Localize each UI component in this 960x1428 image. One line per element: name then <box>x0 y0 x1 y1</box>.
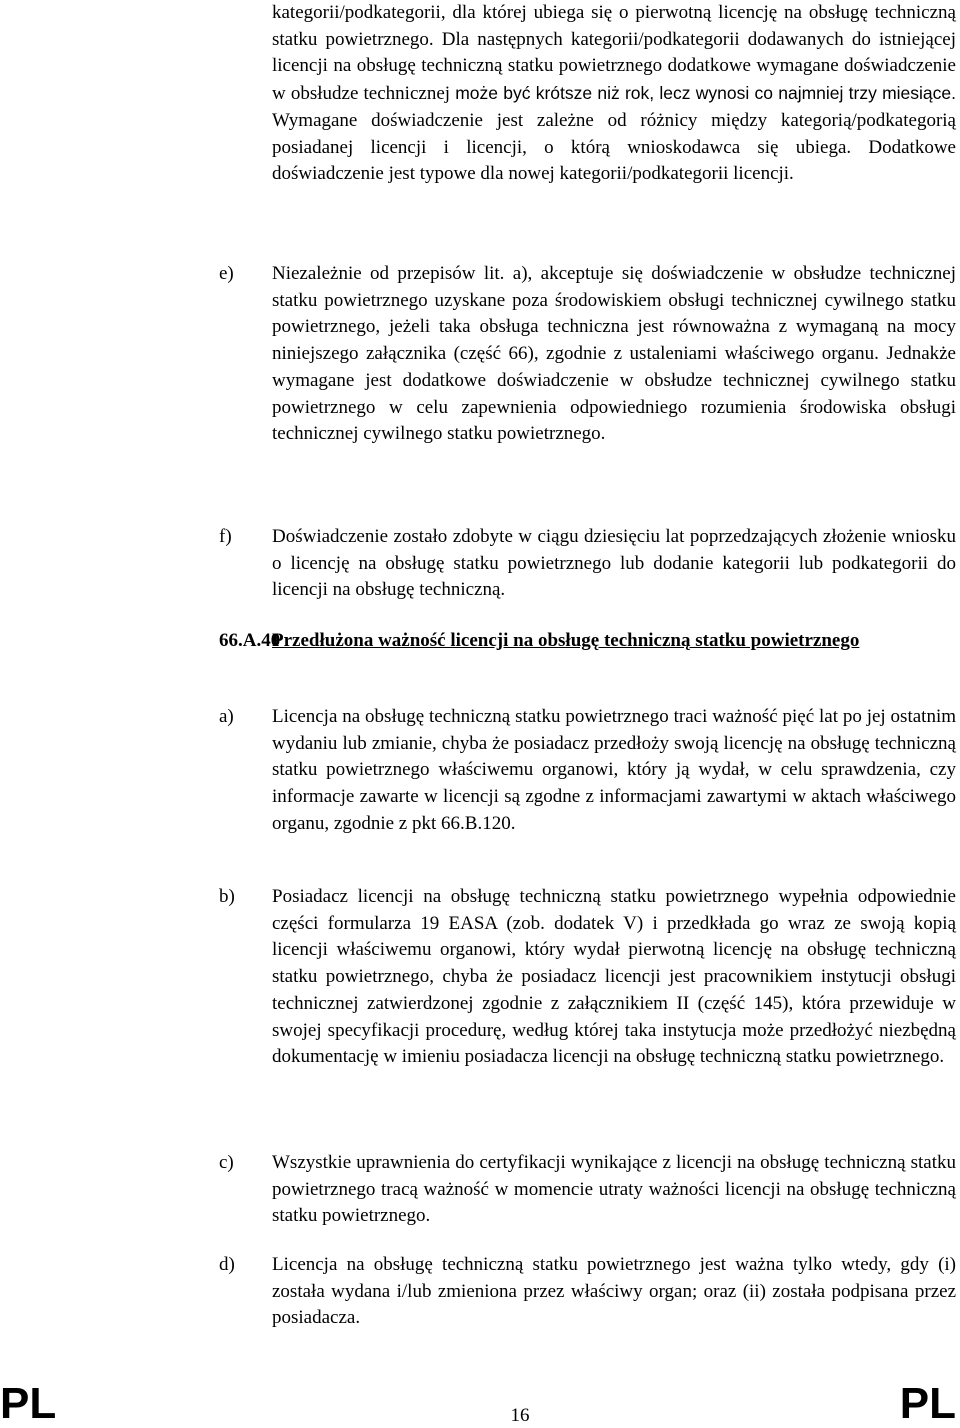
continuation-text-3: Wymagane doświadczenie jest zależne od różnicy między kategorią/podkategorią posiadanej licencji i licencji, o którą wnioskodawca się ubiega. Dodatkowe doświadczenie jest typowe dla nowej kategorii/podkategorii licencji. <box>272 109 956 185</box>
list-item-label: d) <box>219 1254 235 1275</box>
list-item-label: a) <box>219 706 234 727</box>
section-title: Przedłużona ważność licencji na obsługę techniczną statku powietrznego <box>272 630 860 651</box>
footer-language-code-left: PL <box>0 1379 57 1428</box>
list-item-label: b) <box>219 886 235 907</box>
list-item-text: Doświadczenie zostało zdobyte w ciągu dziesięciu lat poprzedzających złożenie wniosku o licencję na obsługę statku powietrznego lub dodanie kategorii lub podkategorii do licencji na obsługę techniczną. <box>272 526 956 601</box>
list-item-label: f) <box>219 526 232 547</box>
continuation-text-1: kategorii/podkategorii, dla której ubiega się o pierwotną licencję na obsługę techniczną statku powietrznego. Dla następnych kategorii/podkategorii dodawanych do istniejącej licencji na obsługę techniczną statku powietrznego dodatkowe wymagane doświadczenie w obsłudze technicznej <box>272 2 956 105</box>
footer-language-code-right: PL <box>899 1379 956 1428</box>
list-item-label: c) <box>219 1152 234 1173</box>
list-item-text: Licencja na obsługę techniczną statku powietrznego jest ważna tylko wtedy, gdy (i) została wydana i/lub zmieniona przez właściwy organ; oraz (ii) została podpisana przez posiadacza. <box>272 1254 956 1329</box>
page-number: 16 <box>510 1405 530 1426</box>
list-item-text: Niezależnie od przepisów lit. a), akceptuje się doświadczenie w obsłudze technicznej statku powietrznego uzyskane poza środowiskiem obsługi technicznej cywilnego statku powietrznego, jeżeli taka obsługa techniczna jest równoważna z wymaganą na mocy niniejszego załącznika (część 66), zgodnie z ustaleniami właściwego organu. Jednakże wymagane jest dodatkowe doświadczenie w obsłudze technicznej cywilnego statku powietrznego w celu zapewnienia odpowiedniego rozumienia środowiska obsługi technicznej cywilnego statku powietrznego. <box>272 263 956 445</box>
continuation-text-2: może być krótsze niż rok, lecz wynosi co najmniej trzy miesiące. <box>455 83 957 104</box>
section-number: 66.A.40 <box>219 630 281 651</box>
list-item-label: e) <box>219 263 234 284</box>
list-item-text: Posiadacz licencji na obsługę techniczną statku powietrznego wypełnia odpowiednie części formularza 19 EASA (zob. dodatek V) i przedkłada go wraz ze swoją kopią licencji właściwemu organowi, który wydał pierwotną licencję na obsługę techniczną statku powietrznego, chyba że posiadacz licencji jest pracownikiem instytucji obsługi technicznej zatwierdzonej zgodnie z załącznikiem II (część 145), która przewiduje w swojej specyfikacji procedurę, według której taka instytucja może przedłożyć niezbędną dokumentację w imieniu posiadacza licencji na obsługę techniczną statku powietrznego. <box>272 886 956 1068</box>
continuation-paragraph <box>272 0 956 188</box>
list-item-text: Wszystkie uprawnienia do certyfikacji wynikające z licencji na obsługę techniczną statku powietrznego tracą ważność w momencie utraty ważności licencji na obsługę techniczną statku powietrznego. <box>272 1152 956 1227</box>
list-item-text: Licencja na obsługę techniczną statku powietrznego traci ważność pięć lat po jej ostatnim wydaniu lub zmianie, chyba że posiadacz przedłoży swoją licencję na obsługę techniczną statku powietrznego właściwemu organowi, który ją wydał, w celu sprawdzenia, czy informacje zawarte w licencji są zgodne z informacjami zawartymi w aktach właściwego organu, zgodnie z pkt 66.B.120. <box>272 706 956 834</box>
